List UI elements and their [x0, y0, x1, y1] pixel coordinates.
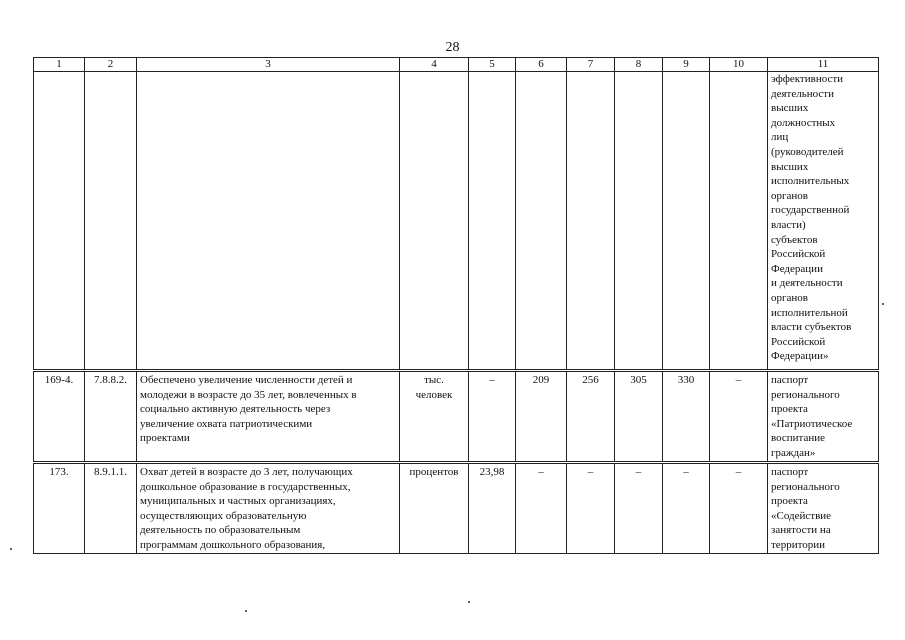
row-number: 173. — [34, 463, 85, 554]
column-header: 1 — [34, 58, 85, 72]
table-row — [34, 371, 879, 463]
indicator-name — [137, 72, 400, 371]
value-cell: – — [615, 463, 663, 554]
value-cell: – — [710, 371, 768, 463]
value-cell: 330 — [663, 371, 710, 463]
value-cell — [615, 72, 663, 371]
value-cell — [710, 72, 768, 371]
column-header: 3 — [137, 58, 400, 72]
column-header: 11 — [768, 58, 879, 72]
page-number: 28 — [445, 40, 460, 55]
row-number — [34, 72, 85, 371]
column-header: 5 — [469, 58, 516, 72]
value-cell: – — [516, 463, 567, 554]
value-cell: – — [469, 371, 516, 463]
column-number-row — [34, 58, 879, 72]
indicator-name: Охват детей в возрасте до 3 лет, получающих дошкольное образование в государственных, муниципальных и частных организациях, осуществляющих образовательную деятельность по образовательным программам дошкольного образования, — [137, 463, 400, 554]
scan-speck — [245, 610, 247, 612]
value-cell — [516, 72, 567, 371]
column-header: 9 — [663, 58, 710, 72]
column-header: 7 — [567, 58, 615, 72]
column-header: 4 — [400, 58, 469, 72]
indicator-code: 7.8.8.2. — [85, 371, 137, 463]
value-cell: – — [710, 463, 768, 554]
value-cell: 209 — [516, 371, 567, 463]
column-header: 2 — [85, 58, 137, 72]
indicator-name: Обеспечено увеличение численности детей и молодежи в возрасте до 35 лет, вовлеченных в социально активную деятельность через увеличение охвата патриотическими проектами — [137, 371, 400, 463]
column-header: 10 — [710, 58, 768, 72]
value-cell — [663, 72, 710, 371]
source-cell: паспорт регионального проекта «Содействие занятости на территории — [768, 463, 879, 554]
value-cell — [567, 72, 615, 371]
column-header: 8 — [615, 58, 663, 72]
scan-speck — [882, 303, 884, 305]
indicator-code — [85, 72, 137, 371]
indicators-table — [33, 57, 879, 554]
table-row — [34, 463, 879, 554]
unit-cell: процентов — [400, 463, 469, 554]
column-header: 6 — [516, 58, 567, 72]
indicator-code: 8.9.1.1. — [85, 463, 137, 554]
value-cell: – — [567, 463, 615, 554]
value-cell: – — [663, 463, 710, 554]
value-cell — [469, 72, 516, 371]
scan-speck — [10, 548, 12, 550]
value-cell: 305 — [615, 371, 663, 463]
unit-cell: тыс. человек — [400, 371, 469, 463]
table-row — [34, 72, 879, 371]
source-cell: эффективности деятельности высших должностных лиц (руководителей высших исполнительных органов государственной власти) субъектов Российской Федерации и деятельности органов исполнительной власти субъектов Российской Федерации» — [768, 72, 879, 371]
value-cell: 23,98 — [469, 463, 516, 554]
row-number: 169-4. — [34, 371, 85, 463]
scan-speck — [468, 601, 470, 603]
value-cell: 256 — [567, 371, 615, 463]
source-cell: паспорт регионального проекта «Патриотическое воспитание граждан» — [768, 371, 879, 463]
unit-cell — [400, 72, 469, 371]
